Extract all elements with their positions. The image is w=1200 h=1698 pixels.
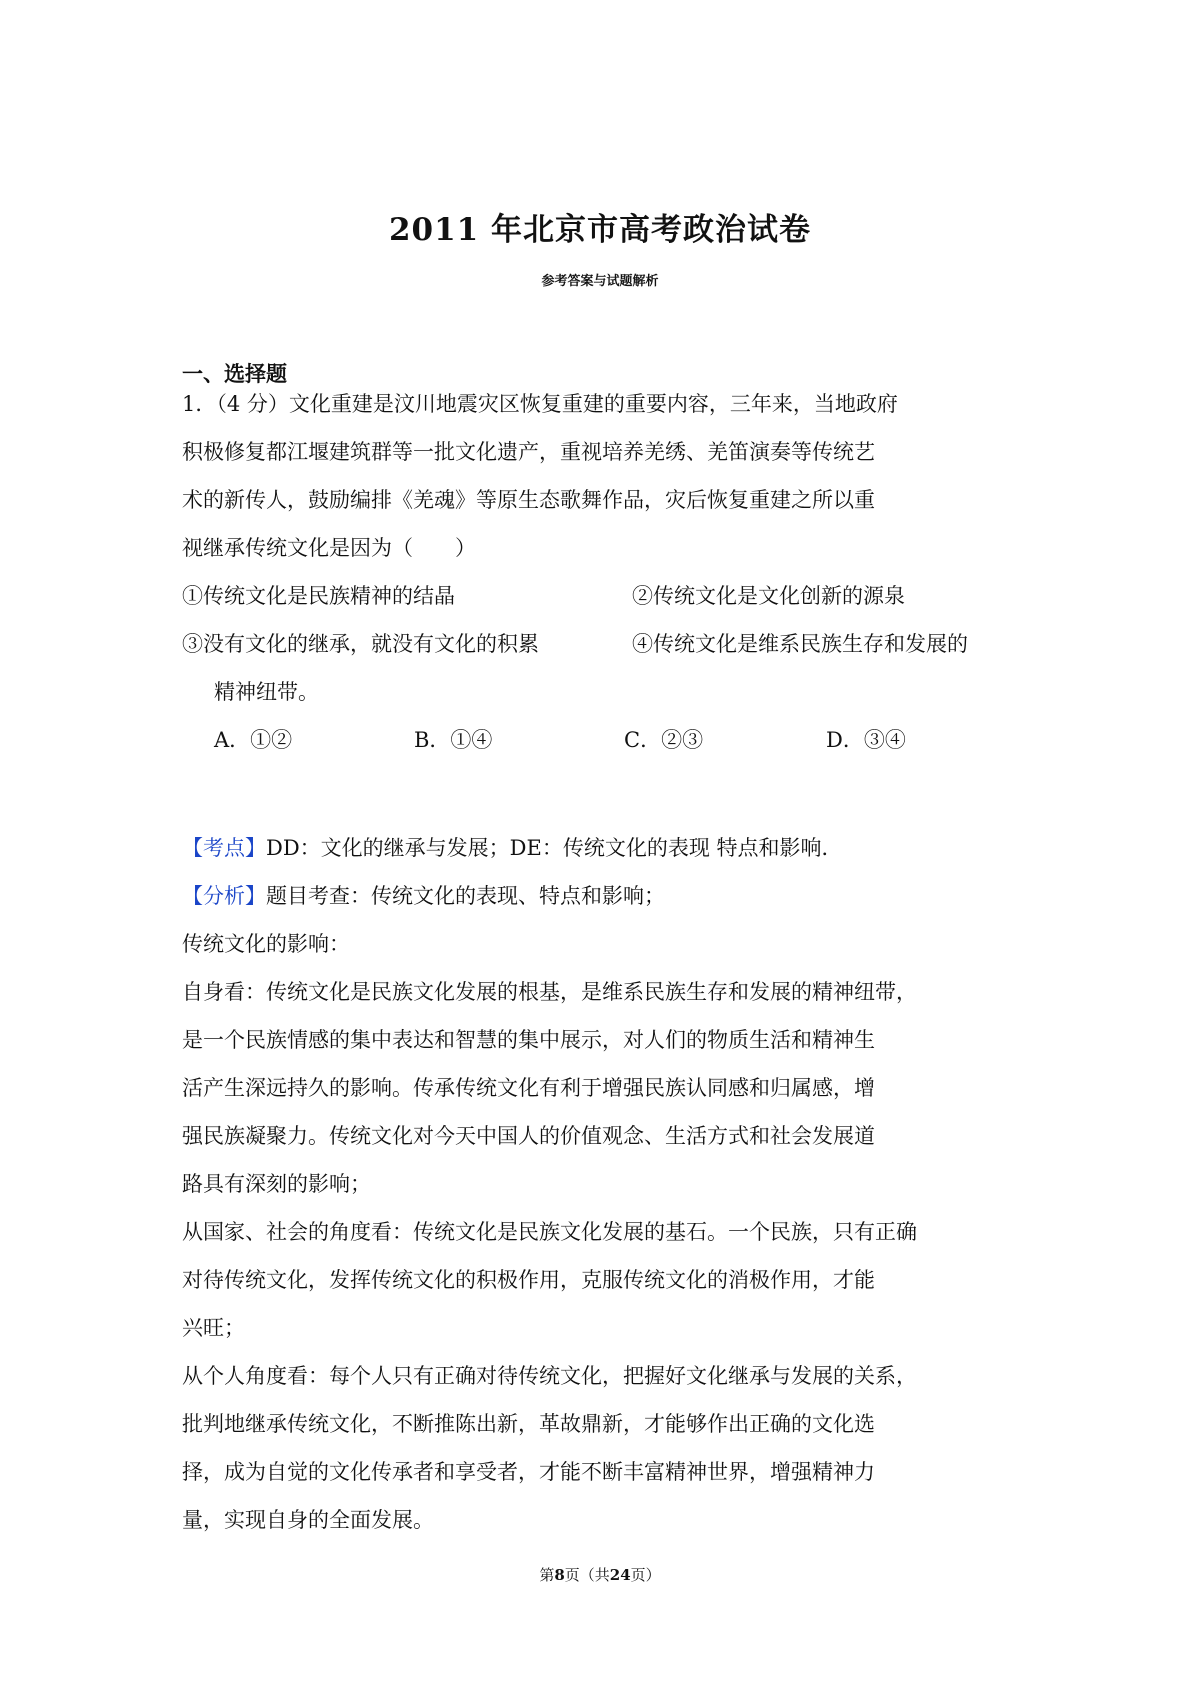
kaodian-text: DD：文化的继承与发展；DE：传统文化的表现 特点和影响． <box>266 836 843 860</box>
kaodian-line <box>182 824 843 872</box>
paragraph-line: 量，实现自身的全面发展。 <box>182 1508 434 1532</box>
stem-line: 术的新传人，鼓励编排《羌魂》等原生态歌舞作品，灾后恢复重建之所以重 <box>182 488 875 512</box>
paragraph-line: 兴旺； <box>182 1316 245 1340</box>
footer-suffix: 页） <box>630 1566 661 1584</box>
statement-1: ①传统文化是民族精神的结晶 <box>182 584 455 608</box>
footer-page-number: 8 <box>554 1566 565 1584</box>
footer-total-pages: 24 <box>609 1566 631 1584</box>
option-d: D．③④ <box>826 728 906 752</box>
page-footer <box>0 1564 1200 1585</box>
question-stem <box>182 380 1054 572</box>
statement-3: ③没有文化的继承，就没有文化的积累 <box>182 632 539 656</box>
analysis-intro: 传统文化的影响： <box>182 932 350 956</box>
statement-4: ④传统文化是维系民族生存和发展的 <box>632 632 968 656</box>
stem-line: 积极修复都江堰建筑群等一批文化遗产，重视培养羌绣、羌笛演奏等传统艺 <box>182 440 875 464</box>
footer-prefix: 第 <box>539 1566 555 1584</box>
analysis-paragraph-3 <box>182 1352 1054 1544</box>
stem-line: 视继承传统文化是因为（ ） <box>182 536 476 560</box>
stem-line: 1．（4 分）文化重建是汶川地震灾区恢复重建的重要内容，三年来，当地政府 <box>182 392 898 416</box>
analysis-paragraph-2 <box>182 1208 1054 1352</box>
kaodian-tag: 【考点】 <box>182 836 266 860</box>
paragraph-line: 从个人角度看：每个人只有正确对待传统文化，把握好文化继承与发展的关系， <box>182 1364 917 1388</box>
paragraph-line: 从国家、社会的角度看：传统文化是民族文化发展的基石。一个民族，只有正确 <box>182 1220 917 1244</box>
fenxi-line <box>182 872 665 920</box>
paragraph-line: 是一个民族情感的集中表达和智慧的集中展示，对人们的物质生活和精神生 <box>182 1028 875 1052</box>
page-title: 2011 年北京市高考政治试卷 <box>388 212 812 248</box>
option-a: A．①② <box>214 728 293 752</box>
paragraph-line: 活产生深远持久的影响。传承传统文化有利于增强民族认同感和归属感，增 <box>182 1076 875 1100</box>
statement-2: ②传统文化是文化创新的源泉 <box>632 584 905 608</box>
fenxi-tag: 【分析】 <box>182 884 266 908</box>
footer-middle: 页（共 <box>564 1566 610 1584</box>
section-heading: 一、选择题 <box>182 361 287 386</box>
fenxi-text: 题目考查：传统文化的表现、特点和影响； <box>266 884 665 908</box>
paragraph-line: 路具有深刻的影响； <box>182 1172 371 1196</box>
page-subtitle: 参考答案与试题解析 <box>541 274 659 289</box>
paragraph-line: 对待传统文化，发挥传统文化的积极作用，克服传统文化的消极作用，才能 <box>182 1268 875 1292</box>
option-c: C．②③ <box>624 728 704 752</box>
paragraph-line: 批判地继承传统文化，不断推陈出新，革故鼎新，才能够作出正确的文化选 <box>182 1412 875 1436</box>
statement-4-continued: 精神纽带。 <box>214 680 319 704</box>
paragraph-line: 自身看：传统文化是民族文化发展的根基，是维系民族生存和发展的精神纽带， <box>182 980 917 1004</box>
paragraph-line: 强民族凝聚力。传统文化对今天中国人的价值观念、生活方式和社会发展道 <box>182 1124 875 1148</box>
paragraph-line: 择，成为自觉的文化传承者和享受者，才能不断丰富精神世界，增强精神力 <box>182 1460 875 1484</box>
option-b: B．①④ <box>414 728 493 752</box>
analysis-paragraph-1 <box>182 968 1054 1208</box>
